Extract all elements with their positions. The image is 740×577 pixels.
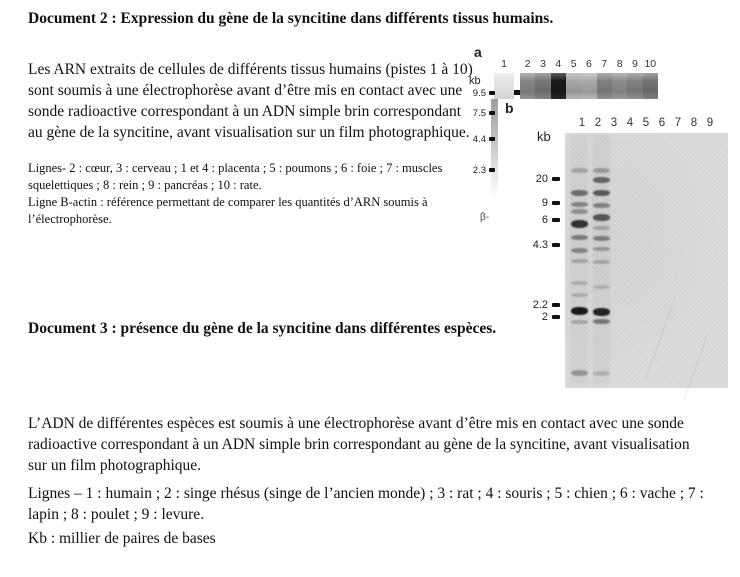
doc3-legend-lines: Lignes – 1 : humain ; 2 : singe rhésus (singe de l’ancien monde) ; 3 : rat ; 4 : souris ; 5 : chien ; 6 : vache ; 7 : lapin ; 8 : poulet ; 9 : levure. xyxy=(28,485,704,523)
size-marker-row xyxy=(466,163,495,177)
gel-b-band-lane1 xyxy=(571,220,588,228)
gel-b-band-lane2 xyxy=(593,190,610,196)
gel-b-band-lane2 xyxy=(593,203,610,208)
gel-b-band-lane2 xyxy=(593,260,610,264)
gel-b-band-lane2 xyxy=(593,168,610,173)
size-marker-row xyxy=(520,172,560,186)
doc2-legend-actin: Ligne B-actin : référence permettant de comparer les quantités d’ARN soumis à l’électrophorèse. xyxy=(28,195,428,226)
gel-b-panel-label: b xyxy=(505,100,514,116)
gel-b-band-lane1 xyxy=(571,259,588,263)
doc2-title: Document 2 : Expression du gène de la syncitine dans différents tissus humains. xyxy=(28,10,554,27)
gel-a-lane-band xyxy=(581,73,596,99)
size-marker-label: 6 xyxy=(541,214,548,226)
size-marker-dash xyxy=(489,111,495,115)
gel-a-lane-number: 4 xyxy=(555,58,562,70)
gel-b-lane-number: 9 xyxy=(706,117,714,129)
gel-a-lane1-number: 1 xyxy=(501,58,507,70)
gel-a-lane-number: 5 xyxy=(570,58,577,70)
gel-b-band-lane2 xyxy=(593,247,610,251)
gel-a-lane-number: 10 xyxy=(644,58,657,70)
size-marker-dash xyxy=(489,168,495,172)
gel-a-lane-band xyxy=(520,73,535,99)
size-marker-dash xyxy=(552,201,560,205)
gel-b-photo xyxy=(565,133,728,388)
gel-b-band-lane2 xyxy=(593,371,610,376)
gel-b-lane-number: 4 xyxy=(626,117,634,129)
size-marker-row xyxy=(520,310,560,324)
gel-a-lane-band xyxy=(643,73,658,99)
gel-b-lane-number: 7 xyxy=(674,117,682,129)
size-marker-dash xyxy=(552,315,560,319)
kb-note: Kb : millier de paires de bases xyxy=(28,530,216,547)
size-marker-label: 7.5 xyxy=(472,107,486,119)
gel-b-film-scratch xyxy=(683,335,708,401)
gel-a-lane-number: 2 xyxy=(524,58,531,70)
gel-b-lane-number: 1 xyxy=(578,117,586,129)
gel-b-lane-number: 2 xyxy=(594,117,602,129)
gel-b-band-lane1 xyxy=(571,202,588,207)
gel-b-lane-numbers xyxy=(574,117,718,129)
size-marker-label: 2.3 xyxy=(472,164,486,176)
gel-b-band-lane1 xyxy=(571,307,588,315)
gel-a-gel-strip xyxy=(520,73,658,99)
size-marker-row xyxy=(520,196,560,210)
gel-b-lane-number: 6 xyxy=(658,117,666,129)
gel-a-kb-label: kb xyxy=(469,75,481,87)
size-marker-dash xyxy=(552,218,560,222)
gel-b-band-lane1 xyxy=(571,248,588,253)
doc3-title: Document 3 : présence du gène de la syncitine dans différentes espèces. xyxy=(28,320,497,337)
gel-b-band-lane1 xyxy=(571,370,588,376)
doc2-legend-lines: Lignes- 2 : cœur, 3 : cerveau ; 1 et 4 : placenta ; 5 : poumons ; 6 : foie ; 7 : muscles squelettiques ; 8 : rein ; 9 : pancréas ; 10 : rate. xyxy=(28,161,443,192)
size-marker-label: 4.4 xyxy=(472,133,486,145)
gel-a-lane-numbers xyxy=(520,58,658,70)
gel-a-lane-number: 7 xyxy=(601,58,608,70)
gel-b-lane-number: 8 xyxy=(690,117,698,129)
gel-b-lane-number: 5 xyxy=(642,117,650,129)
size-marker-label: 2.2 xyxy=(532,299,548,311)
gel-b-band-lane2 xyxy=(593,214,610,221)
gel-b-band-lane2 xyxy=(593,177,610,183)
gel-b-band-lane2 xyxy=(593,285,610,289)
size-marker-label: 9 xyxy=(541,197,548,209)
gel-a-lane-number: 8 xyxy=(616,58,623,70)
gel-a-lane-band xyxy=(551,73,566,99)
gel-b-band-lane1 xyxy=(571,293,588,297)
gel-b-kb-label: kb xyxy=(537,129,551,144)
gel-a-lane-number: 6 xyxy=(586,58,592,70)
gel-a-panel-label: a xyxy=(474,44,482,60)
size-marker-label: 9.5 xyxy=(472,87,486,99)
gel-a-lane-band xyxy=(535,73,550,99)
gel-a-lane1-strip xyxy=(494,73,514,99)
size-marker-row xyxy=(520,213,560,227)
gel-a-lane-band xyxy=(566,73,581,99)
doc2-legend xyxy=(28,160,466,228)
gel-a-lane-number: 3 xyxy=(540,58,546,70)
gel-b-band-lane2 xyxy=(593,308,610,316)
size-marker-label: 20 xyxy=(535,173,548,185)
size-marker-row xyxy=(466,86,495,100)
gel-b-band-lane1 xyxy=(571,281,588,285)
size-marker-row xyxy=(466,106,495,120)
gel-b-film-scratch xyxy=(645,296,677,381)
doc2-paragraph: Les ARN extraits de cellules de différents tissus humains (pistes 1 à 10) sont soumis à une électrophorèse avant d’être mis en contact avec une sonde radioactive correspondant à un ADN simple brin correspondant au gène de la syncitine, avant visualisation sur un film photographique. xyxy=(28,61,473,141)
gel-b-band-lane2 xyxy=(593,236,610,241)
gel-b-band-lane1 xyxy=(571,209,588,214)
gel-a-beta-actin-label: β- xyxy=(480,212,490,223)
doc3-paragraph: L’ADN de différentes espèces est soumis à une électrophorèse avant d’être mis en contact avec une sonde radioactive correspondant à un ADN simple brin correspondant au gène de la syncitine, avant visualisation sur un film photographique. xyxy=(28,415,690,474)
size-marker-dash xyxy=(552,177,560,181)
size-marker-label: 2 xyxy=(541,311,548,323)
gel-a-lane-band xyxy=(612,73,627,99)
gel-a-lane-number: 9 xyxy=(632,58,638,70)
gel-a-lane-band xyxy=(597,73,612,99)
gel-b-lane-number: 3 xyxy=(610,117,618,129)
gel-b-band-lane1 xyxy=(571,235,588,240)
size-marker-label: 4.3 xyxy=(532,239,548,251)
gel-b-band-lane2 xyxy=(593,319,610,324)
size-marker-row xyxy=(520,238,560,252)
gel-b-band-lane1 xyxy=(571,190,588,196)
size-marker-dash xyxy=(552,303,560,307)
gel-b-band-lane2 xyxy=(593,226,610,230)
size-marker-dash xyxy=(552,243,560,247)
size-marker-dash xyxy=(489,137,495,141)
size-marker-dash xyxy=(489,91,495,95)
gel-a-lane-band xyxy=(627,73,642,99)
size-marker-row xyxy=(466,132,495,146)
gel-b-band-lane1 xyxy=(571,320,588,324)
gel-b-band-lane1 xyxy=(571,168,588,173)
